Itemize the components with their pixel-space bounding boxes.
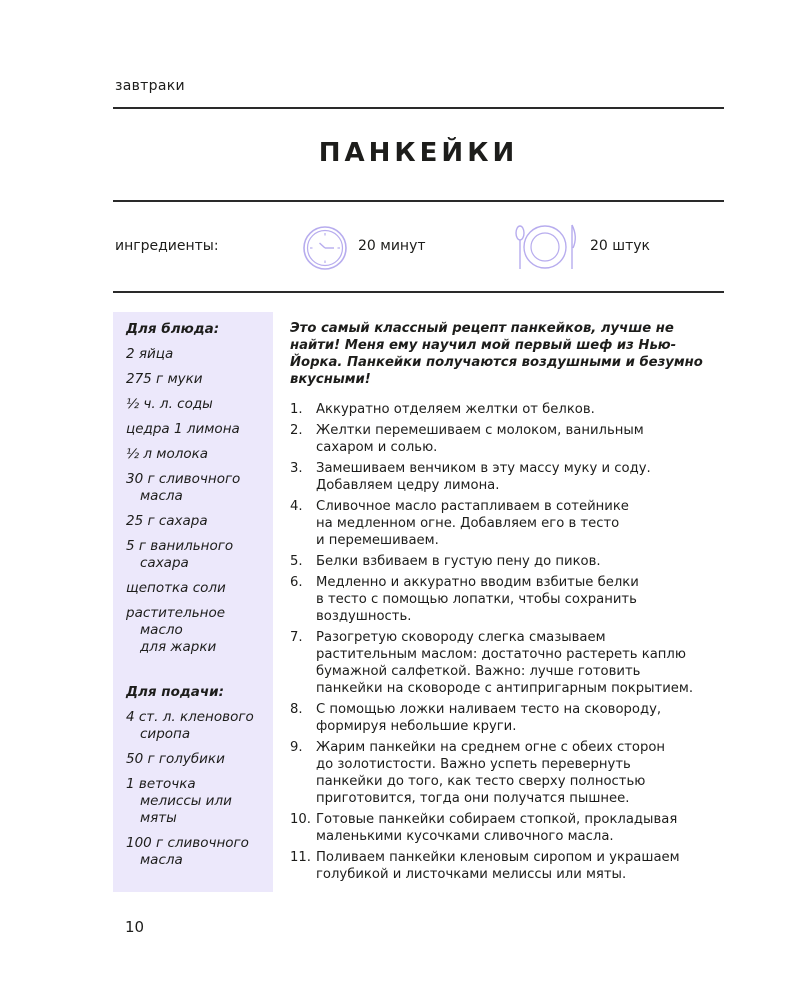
ingredient-item: 30 г сливочного масла xyxy=(126,471,241,504)
steps-list xyxy=(290,401,740,887)
ingredient-item: щепотка соли xyxy=(126,580,226,596)
step-item xyxy=(290,401,740,418)
step-number: 8. xyxy=(290,702,303,717)
ingredient-item: ½ ч. л. соды xyxy=(126,396,213,412)
step-number: 2. xyxy=(290,423,303,438)
step-number: 1. xyxy=(290,402,303,417)
step-number: 9. xyxy=(290,740,303,755)
step-text: С помощью ложки наливаем тесто на сковороду, формируя небольшие круги. xyxy=(316,702,662,734)
ingredient-item: 5 г ванильного сахара xyxy=(126,538,234,571)
top-divider xyxy=(113,107,724,109)
ingredient-item: растительное масло для жарки xyxy=(126,605,226,655)
step-item xyxy=(290,498,740,549)
meta-divider xyxy=(113,291,724,293)
step-item xyxy=(290,701,740,735)
step-number: 7. xyxy=(290,630,303,645)
step-text: Замешиваем венчиком в эту массу муку и соду. Добавляем цедру лимона. xyxy=(316,461,651,493)
plate-cutlery-icon xyxy=(510,222,580,272)
step-item xyxy=(290,460,740,494)
title-divider xyxy=(113,200,724,202)
cooking-time: 20 минут xyxy=(358,238,426,254)
step-item xyxy=(290,629,740,697)
step-item xyxy=(290,849,740,883)
step-number: 6. xyxy=(290,575,303,590)
step-text: Медленно и аккуратно вводим взбитые белки в тесто с помощью лопатки, чтобы сохранить воздушность. xyxy=(316,575,639,624)
step-text: Готовые панкейки собираем стопкой, прокладывая маленькими кусочками сливочного масла. xyxy=(316,812,678,844)
step-text: Белки взбиваем в густую пену до пиков. xyxy=(316,554,601,569)
serving-item: 100 г сливочного масла xyxy=(126,835,249,868)
step-item xyxy=(290,553,740,570)
dish-heading: Для блюда: xyxy=(126,321,220,337)
page-number: 10 xyxy=(125,918,145,936)
step-text: Желтки перемешиваем с молоком, ванильным сахаром и солью. xyxy=(316,423,644,455)
recipe-title: ПАНКЕЙКИ xyxy=(318,138,519,168)
ingredient-item: 25 г сахара xyxy=(126,513,208,529)
step-text: Сливочное масло растапливаем в сотейнике на медленном огне. Добавляем его в тесто и перемешиваем. xyxy=(316,499,629,548)
ingredients-panel xyxy=(113,312,273,892)
step-text: Разогретую сковороду слегка смазываем растительным маслом: достаточно растереть каплю бумажной салфеткой. Важно: лучше готовить панкейки на сковороде с антипригарным покрытием. xyxy=(316,630,694,696)
step-text: Поливаем панкейки кленовым сиропом и украшаем голубикой и листочками мелиссы или мяты. xyxy=(316,850,680,882)
serving-heading: Для подачи: xyxy=(126,684,225,700)
step-number: 4. xyxy=(290,499,303,514)
serving-item: 4 ст. л. кленового сиропа xyxy=(126,709,254,742)
serving-item: 50 г голубики xyxy=(126,751,225,767)
clock-icon xyxy=(301,224,349,272)
step-item xyxy=(290,422,740,456)
step-item xyxy=(290,811,740,845)
step-number: 5. xyxy=(290,554,303,569)
step-text: Аккуратно отделяем желтки от белков. xyxy=(316,402,595,417)
serving-item: 1 веточка мелиссы или мяты xyxy=(126,776,232,826)
ingredient-item: 275 г муки xyxy=(126,371,203,387)
step-number: 10. xyxy=(290,812,311,827)
yield-count: 20 штук xyxy=(590,238,650,254)
step-item xyxy=(290,739,740,807)
recipe-intro: Это самый классный рецепт панкейков, лучше не найти! Меня ему научил мой первый шеф из Нью-Йорка. Панкейки получаются воздушными и безумно вкусными! xyxy=(290,321,703,387)
ingredients-label: ингредиенты: xyxy=(115,238,219,254)
ingredient-item: ½ л молока xyxy=(126,446,209,462)
step-item xyxy=(290,574,740,625)
step-text: Жарим панкейки на среднем огне с обеих сторон до золотистости. Важно успеть перевернуть панкейки до того, как тесто сверху полностью приготовится, тогда они получатся пышнее. xyxy=(316,740,666,806)
step-number: 11. xyxy=(290,850,311,865)
ingredient-item: 2 яйца xyxy=(126,346,174,362)
step-number: 3. xyxy=(290,461,303,476)
ingredient-item: цедра 1 лимона xyxy=(126,421,240,437)
section-label: завтраки xyxy=(115,78,185,94)
